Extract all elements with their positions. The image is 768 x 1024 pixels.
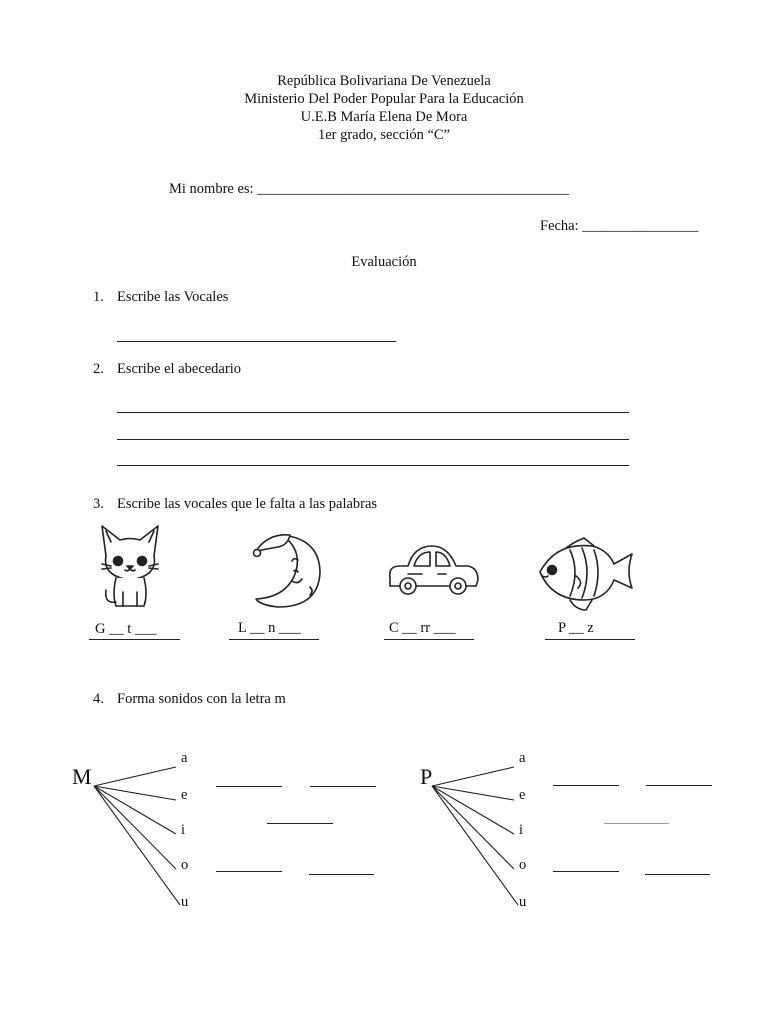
word-fish-answer-line[interactable] [545,639,635,640]
alphabet-answer-line[interactable] [117,412,629,413]
vowel-o: o [519,857,527,873]
cat-icon [98,522,162,612]
vowel-i: i [519,822,524,838]
vowel-u: u [181,894,189,910]
word-cat: G __ t ___ [95,621,157,637]
vowel-o: o [181,857,189,873]
word-car-answer-line[interactable] [384,639,474,640]
car-icon [386,540,480,598]
question-2-number: 2. [93,361,104,377]
header-line-republic: República Bolivariana De Venezuela [277,73,491,89]
vowel-e: e [519,787,526,803]
vowel-a: a [519,750,526,766]
syllable-answer-line[interactable] [553,785,619,786]
question-2-text: Escribe el abecedario [117,361,241,377]
alphabet-answer-line[interactable] [117,439,629,440]
moon-icon [248,527,328,611]
vowel-a: a [181,750,188,766]
syllable-answer-line[interactable] [216,871,282,872]
word-cat-answer-line[interactable] [89,639,180,640]
question-1-text: Escribe las Vocales [117,289,229,305]
syllable-answer-line[interactable] [309,874,374,875]
header-line-grade: 1er grado, sección “C” [317,127,451,143]
vowel-i: i [181,822,186,838]
word-moon-answer-line[interactable] [229,639,319,640]
syllable-answer-line[interactable] [646,785,712,786]
syllable-answer-line[interactable] [645,874,710,875]
question-1-number: 1. [93,289,104,305]
alphabet-answer-line[interactable] [117,465,629,466]
word-fish: P __ z [558,620,594,636]
vowel-u: u [519,894,527,910]
letter-m: M [72,764,92,789]
evaluation-title: Evaluación [351,254,417,270]
school-header [0,72,768,144]
header-line-ministry: Ministerio Del Poder Popular Para la Educación [244,91,524,107]
word-car: C __ rr ___ [389,620,456,636]
student-name-field[interactable]: Mi nombre es: ___________________________________________ [169,181,569,197]
syllable-answer-line[interactable] [604,823,669,824]
fish-icon [536,530,636,614]
syllable-answer-line[interactable] [216,786,282,787]
syllable-answer-line[interactable] [310,786,376,787]
question-4-text: Forma sonidos con la letra m [117,691,286,707]
letter-p: P [420,764,433,789]
word-moon: L __ n ___ [238,620,301,636]
question-3-number: 3. [93,496,104,512]
question-4-number: 4. [93,691,104,707]
header-line-school: U.E.B María Elena De Mora [300,109,468,125]
date-field[interactable]: Fecha: ________________ [540,218,699,234]
vowels-answer-line[interactable] [117,341,396,342]
question-3-text: Escribe las vocales que le falta a las palabras [117,496,378,512]
vowel-e: e [181,787,188,803]
syllable-answer-line[interactable] [267,823,333,824]
syllable-answer-line[interactable] [553,871,619,872]
